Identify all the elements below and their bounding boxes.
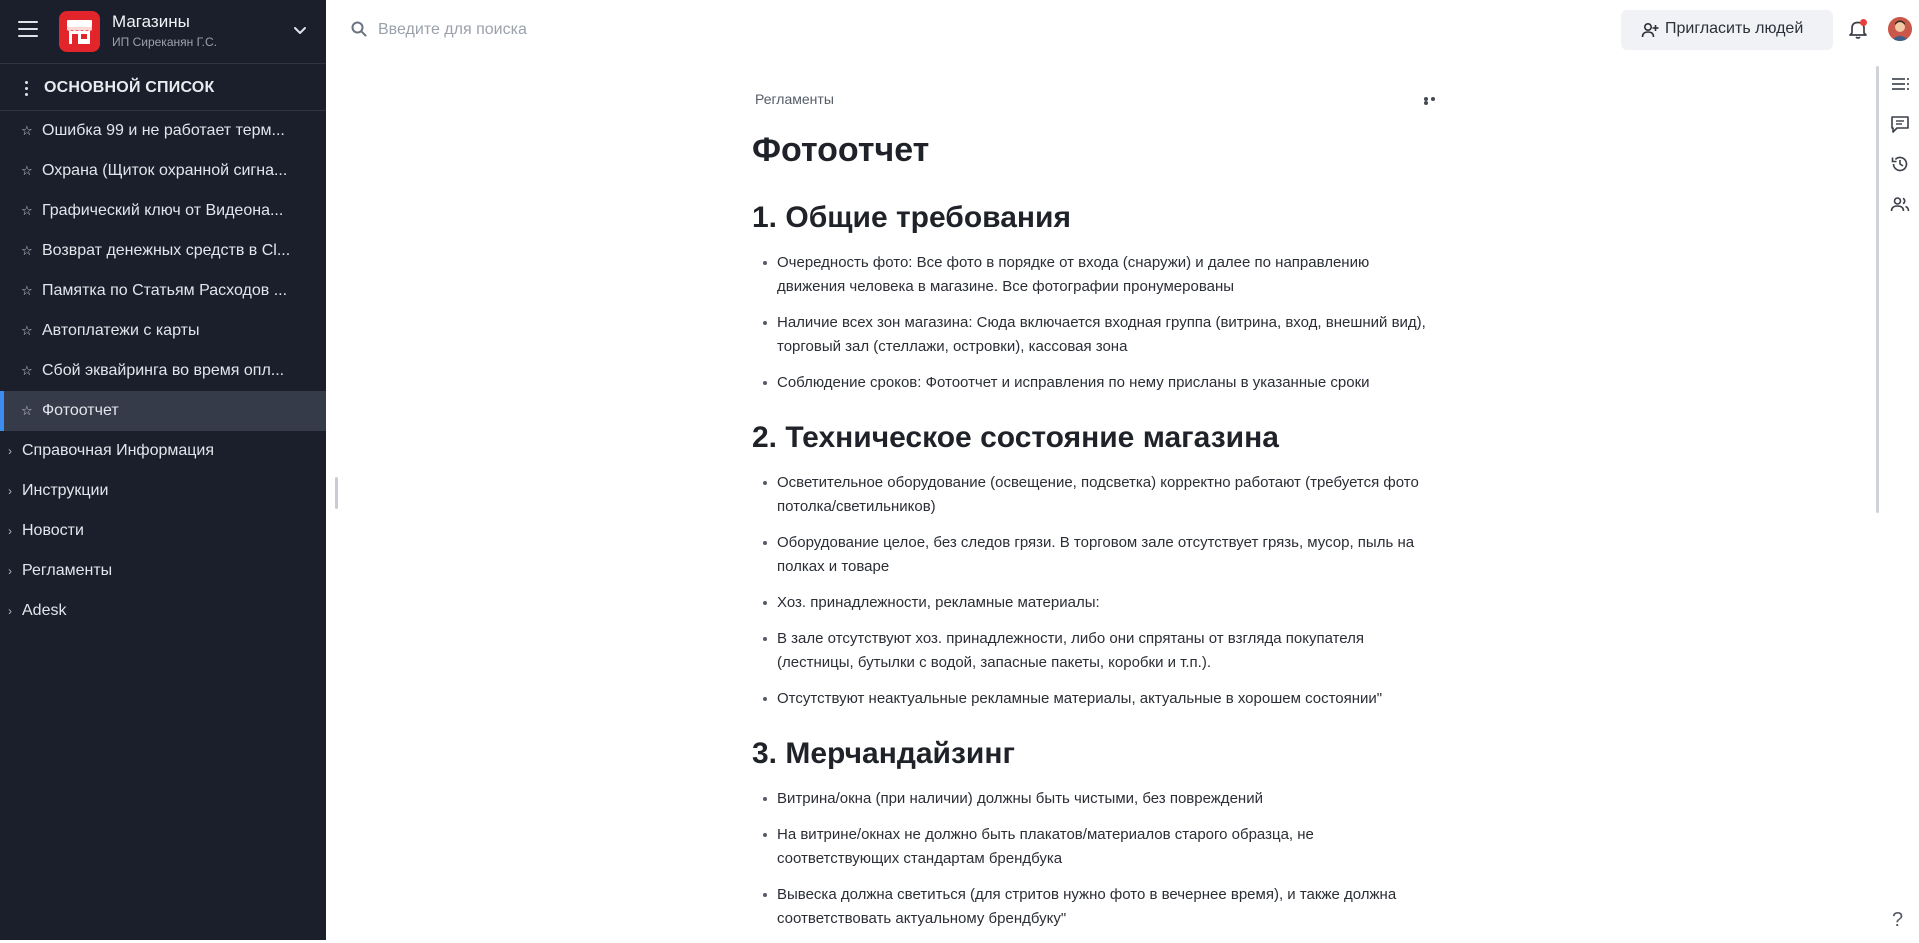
list-item: Наличие всех зон магазина: Сюда включается входная группа (витрина, вход, внешний вид), торговый зал (стеллажи, островки), кассовая зона xyxy=(752,311,1432,359)
chevron-right-icon[interactable]: › xyxy=(8,444,12,458)
star-icon: ☆ xyxy=(21,243,33,258)
page-title: Фотоотчет xyxy=(752,131,930,169)
star-icon: ☆ xyxy=(21,403,33,418)
sidebar-item-label: Ошибка 99 и не работает терм... xyxy=(42,122,285,139)
help-icon[interactable]: ? xyxy=(1892,909,1904,931)
sidebar-item-label: Сбой эквайринга во время опл... xyxy=(42,362,285,379)
star-icon: ☆ xyxy=(21,163,33,178)
chevron-right-icon[interactable]: › xyxy=(8,524,12,538)
list-item: Соблюдение сроков: Фотоотчет и исправления по нему присланы в указанные сроки xyxy=(752,371,1432,395)
search-input[interactable] xyxy=(376,14,980,46)
sidebar-favorite-item-active[interactable] xyxy=(0,391,326,431)
sidebar-item-label: Автоплатежи с карты xyxy=(42,322,200,339)
list-item: Вывеска должна светиться (для стритов нужно фото в вечернее время), и также должна соответствовать актуальному брендбуку" xyxy=(752,883,1432,931)
sidebar-folder[interactable] xyxy=(0,471,326,511)
hamburger-icon[interactable] xyxy=(18,21,38,37)
search-icon xyxy=(350,20,368,38)
section-heading: 3. Мерчандайзинг xyxy=(752,737,1015,770)
sidebar-folder-label: Регламенты xyxy=(22,562,113,579)
sidebar-resize-handle[interactable] xyxy=(335,477,338,509)
sidebar-favorite-item[interactable] xyxy=(0,231,326,271)
sidebar-favorite-item[interactable] xyxy=(0,191,326,231)
list-item: На витрине/окнах не должно быть плакатов/материалов старого образца, не соответствующих стандартам брендбука xyxy=(752,823,1432,871)
members-icon[interactable] xyxy=(1890,194,1910,214)
more-options-icon[interactable] xyxy=(1424,97,1442,103)
content-scrollbar[interactable] xyxy=(1876,66,1879,513)
workspace-subtitle: ИП Сиреканян Г.С. xyxy=(112,35,217,49)
add-user-icon xyxy=(1641,22,1659,38)
right-rail xyxy=(1880,63,1919,940)
section-heading: 2. Техническое состояние магазина xyxy=(752,421,1279,454)
workspace-header xyxy=(0,0,326,64)
sidebar-favorite-item[interactable] xyxy=(0,351,326,391)
chevron-right-icon[interactable]: › xyxy=(8,484,12,498)
sidebar-favorite-item[interactable] xyxy=(0,311,326,351)
sidebar-section-title: ОСНОВНОЙ СПИСОК xyxy=(44,79,215,96)
sidebar-folder[interactable] xyxy=(0,431,326,471)
sidebar-favorite-item[interactable] xyxy=(0,271,326,311)
list-item: Хоз. принадлежности, рекламные материалы: xyxy=(752,591,1432,615)
sidebar-folder[interactable] xyxy=(0,511,326,551)
workspace-name[interactable]: Магазины xyxy=(112,12,190,31)
sidebar-folder[interactable] xyxy=(0,591,326,631)
table-of-contents-icon[interactable] xyxy=(1890,74,1910,94)
sidebar-item-label: Охрана (Щиток охранной сигна... xyxy=(42,162,288,179)
chevron-right-icon[interactable]: › xyxy=(8,564,12,578)
invite-people-button[interactable] xyxy=(1621,10,1833,50)
list-item: В зале отсутствуют хоз. принадлежности, либо они спрятаны от взгляда покупателя (лестницы, бутылки с водой, запасные пакеты, коробки и т.п.). xyxy=(752,627,1432,675)
history-icon[interactable] xyxy=(1890,154,1910,174)
sidebar-favorite-item[interactable] xyxy=(0,151,326,191)
star-icon: ☆ xyxy=(21,363,33,378)
store-icon[interactable] xyxy=(59,11,100,52)
list-item: Витрина/окна (при наличии) должны быть чистыми, без повреждений xyxy=(752,787,1432,811)
star-icon: ☆ xyxy=(21,123,33,138)
star-icon: ☆ xyxy=(21,203,33,218)
sidebar-folder[interactable] xyxy=(0,551,326,591)
notification-dot xyxy=(1860,19,1867,26)
invite-people-label: Пригласить людей xyxy=(1665,20,1804,37)
kebab-menu-icon[interactable] xyxy=(25,81,29,97)
section-list xyxy=(752,787,1432,943)
sidebar-folder-label: Новости xyxy=(22,522,84,539)
sidebar-list xyxy=(0,111,326,631)
sidebar xyxy=(0,0,326,940)
list-item: Отсутствуют неактуальные рекламные материалы, актуальные в хорошем состоянии" xyxy=(752,687,1432,711)
sidebar-section-header[interactable] xyxy=(0,64,326,111)
star-icon: ☆ xyxy=(21,323,33,338)
chevron-down-icon[interactable] xyxy=(290,20,310,40)
breadcrumb[interactable]: Регламенты xyxy=(755,91,834,107)
sidebar-item-label: Возврат денежных средств в Cl... xyxy=(42,242,291,259)
star-icon: ☆ xyxy=(21,283,33,298)
sidebar-folder-label: Инструкции xyxy=(22,482,109,499)
section-list xyxy=(752,471,1432,723)
list-item: Очередность фото: Все фото в порядке от входа (снаружи) и далее по направлению движения человека в магазине. Все фотографии пронумерованы xyxy=(752,251,1432,299)
section-list xyxy=(752,251,1432,407)
section-heading: 1. Общие требования xyxy=(752,201,1071,234)
sidebar-folder-label: Adesk xyxy=(22,602,67,619)
chevron-right-icon[interactable]: › xyxy=(8,604,12,618)
comments-icon[interactable] xyxy=(1890,114,1910,134)
avatar[interactable] xyxy=(1888,17,1912,41)
list-item: Оборудование целое, без следов грязи. В торговом зале отсутствует грязь, мусор, пыль на полках и товаре xyxy=(752,531,1432,579)
list-item: Осветительное оборудование (освещение, подсветка) корректно работают (требуется фото потолка/светильников) xyxy=(752,471,1432,519)
sidebar-item-label: Памятка по Статьям Расходов ... xyxy=(42,282,288,299)
sidebar-item-label: Фотоотчет xyxy=(42,402,119,419)
sidebar-folder-label: Справочная Информация xyxy=(22,442,215,459)
sidebar-item-label: Графический ключ от Видеона... xyxy=(42,202,284,219)
sidebar-favorite-item[interactable] xyxy=(0,111,326,151)
